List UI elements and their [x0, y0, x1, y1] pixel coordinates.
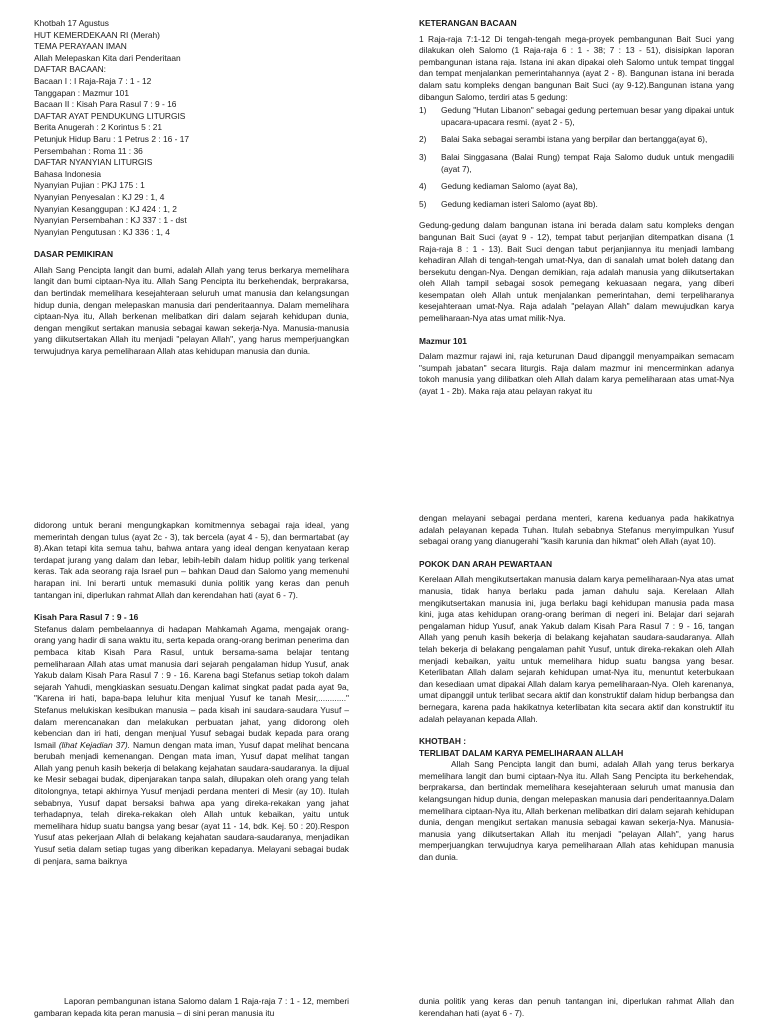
info-line: Nyanyian Penyesalan : KJ 29 : 1, 4	[34, 191, 165, 202]
list-item: 3) Balai Singgasana (Balai Rung) tempat Raja Salomo duduk untuk mengadili (ayat 7),	[419, 151, 734, 174]
info-line: Bacaan I : I Raja-Raja 7 : 1 - 12	[34, 75, 152, 86]
section-heading-dasar: DASAR PEMIKIRAN	[34, 249, 114, 260]
khotbah-title: TERLIBAT DALAM KARYA PEMELIHARAAN ALLAH	[419, 747, 624, 758]
info-line: Bacaan II : Kisah Para Rasul 7 : 9 - 16	[34, 99, 177, 110]
section-heading-kisah: Kisah Para Rasul 7 : 9 - 16	[34, 612, 139, 623]
info-line: DAFTAR BACAAN:	[34, 64, 106, 75]
info-line: Nyanyian Persembahan : KJ 337 : 1 - dst	[34, 215, 187, 226]
keterangan-paragraph: 1 Raja-raja 7:1-12 Di tengah-tengah mega-proyek pembangunan Bait Suci yang dilakukan oleh Salomo (1 Raja-raja 6 : 1 - 38; 7 : 13 - 51), disisipkan laporan pembangunan istana raja. Istana ini akan dipakai oleh Salomo untuk tempat tinggal dan tempat menjalankan pemerintahannya (ayat 2 - 8). Bangunan istana ini berada dalam satu kompleks dengan bangunan Bait Suci (ay 9-12).Bangunan istana yang dibangun Salomo, terdiri atas 5 gedung:	[419, 33, 734, 102]
section-heading-khotbah: KHOTBAH :	[419, 736, 466, 747]
info-line: DAFTAR AYAT PENDUKUNG LITURGIS	[34, 110, 186, 121]
keterangan-paragraph-2: Gedung-gedung dalam bangunan istana ini berada dalam satu kompleks dengan bangunan Bait Suci (ayat 9 - 12), tempat tabut perjanjian ditempatkan disana (1 Raja-raja 8 : 1 - 13). Bait Suci dengan tabut perjanjiannya itu menjadi lambang kehadiran Allah di tengah-tengah umat-Nya, dan di sanalah umat boleh datang dan bersekutu dengan-Nya. Dengan demikian, raja adalah manusia yang diikutsertakan oleh Allah tampil sebagai sosok pemegang kekuasaan negara, yang diberi kesempatan oleh Allah untuk menjalankan pemerintahan, demi terpeliharanya kesejahteraan umat-Nya. Raja adalah "pelayan Allah" dalam mewujudkan karya pemeliharaan-Nya atas umat milik-Nya.	[419, 220, 734, 324]
continuation-paragraph: didorong untuk berani mengungkapkan komitmennya sebagai raja ideal, yang memerintah dengan tulus (ayat 2c - 3), tak bercela (ayat 4 - 5), dan bermartabat (ay 8).Akan tetapi kita semua tahu, bahwa antara yang ideal dengan kenyataan kerap terdapat jurang yang dalam dan lebar, lebih-lebih dalam hidup politik yang terkenal keras. Tak ada seorang raja Israel pun – bahkan Daud dan Salomo yang memenuhi harapan ini. Ini berarti untuk memasuki dunia politik yang keras dan penuh tantangan ini, diperlukan rahmat Allah dan kerendahan hati (ayat 6 - 7).	[34, 520, 349, 600]
info-line: Bahasa Indonesia	[34, 168, 102, 179]
col1-top	[34, 18, 349, 358]
continuation-paragraph: dengan melayani sebagai perdana menteri, karena keduanya pada hakikatnya adalah pelayanan kepada Tuhan. Itulah sebabnya Stefanus menyimpulkan Yusuf sebagai orang yang dianugerahi "kasih karunia dan hikmat" oleh Allah (ayat 10).	[419, 513, 734, 547]
col2-mid	[419, 513, 734, 864]
section-heading-keterangan: KETERANGAN BACAAN	[419, 18, 517, 28]
list-item: 5) Gedung kediaman isteri Salomo (ayat 8b).	[419, 198, 598, 209]
info-line: Nyanyian Kesanggupan : KJ 424 : 1, 2	[34, 203, 177, 214]
pokok-paragraph: Kerelaan Allah mengikutsertakan manusia dalam karya pemeliharaan-Nya atas umat manusia, tidak hanya berlaku pada jaman dahulu saja. Kerelaan Allah mengikutsertakan manusia ini, juga berlaku bagi kehidupan manusia pada masa kini, juga atas kehidupan orang-orang beriman di negeri ini. Belajar dari sejarah pengalaman hidup Yusuf, anak Yakub dalam Kisah Para Rasul 7 : 9 - 16, tangan Allah yang penuh kasih bekerja di belakang kejahatan saudara-saudaranya. Allah telah bekerja di belakang pengalaman pahit Yusuf, untuk direka-rekakan oleh Allah menjadi kebaikan, yaitu untuk memelihara hidup suatu bangsa yang besar. Keterlibatan Allah dalam sejarah kehidupan umat-Nya itu, menuntut keterbukaan dan kesediaan umat dipakai Allah dalam karya pemeliharaan-Nya. Oleh karenanya, umat dipanggil untuk terlibat secara aktif dan konstruktif dalam hidup berbangsa dan bernegara, karena pada hakikatnya keterlibatan kita secara aktif dan konstruktif itu adalah pelayanan kepada Allah.	[419, 574, 734, 724]
bottom-paragraph: dunia politik yang keras dan penuh tantangan ini, diperlukan rahmat Allah dan kerendahan hati (ayat 6 - 7).	[419, 996, 734, 1018]
info-line: Berita Anugerah : 2 Korintus 5 : 21	[34, 122, 163, 133]
info-line: Nyanyian Pengutusan : KJ 336 : 1, 4	[34, 226, 170, 237]
info-line: Khotbah 17 Agustus	[34, 18, 109, 28]
info-line: HUT KEMERDEKAAN RI (Merah)	[34, 29, 160, 40]
info-line: Petunjuk Hidup Baru : 1 Petrus 2 : 16 - 17	[34, 133, 190, 144]
info-line: TEMA PERAYAAN IMAN	[34, 41, 127, 52]
info-line: Nyanyian Pujian : PKJ 175 : 1	[34, 180, 145, 191]
list-item: 1) Gedung "Hutan Libanon" sebagai gedung pertemuan besar yang dipakai untuk upacara-upacara resmi. (ayat 2 - 5),	[419, 105, 734, 127]
gedung-list	[419, 105, 734, 210]
info-line: DAFTAR NYANYIAN LITURGIS	[34, 157, 153, 168]
bottom-paragraph: Laporan pembangunan istana Salomo dalam 1 Raja-raja 7 : 1 - 12, memberi gambaran kepada kita peran manusia – di sini peran manusia itu	[34, 996, 349, 1018]
info-line: Allah Melepaskan Kita dari Penderitaan	[34, 52, 181, 63]
sermon-info	[34, 18, 349, 238]
kisah-paragraph: Stefanus dalam pembelaannya di hadapan Mahkamah Agama, mengajak orang-orang yang hadir di sana waktu itu, serta kepada orang-orang beriman penerima dan pembaca kitab Kisah Para Rasul, untuk bersama-sama belajar tentang pemeliharaan Allah atas umat manusia dari sejarah pengalaman hidup Yusuf, anak Yakub dalam Kisah Para Rasul 7 : 9 - 16. Karena bagi Stefanus setiap tokoh dalam sejarah Yahudi, mengkiaskan sesuatu.Dengan kalimat singkat padat pada ayat 9a, "Karena iri hati, bapa-bapa leluhur kita menjual Yusuf ke tanah Mesir,............" Stefanus melukiskan kesibukan manusia – pada kisah ini saudara-saudara Yusuf – dalam merencanakan dan melakukan perbuatan jahat, yang didorong oleh kebencian dan iri hati, dengan menjual Yusuf sebagai budak kepada para orang Ismail (lihat Kejadian 37). Namun dengan mata iman, Yusuf dapat melihat bencana berubah menjadi kemenangan. Dengan mata iman, Yusuf dapat melihat tangan Allah yang penuh kasih bekerja di belakang kejahatan saudara-saudaranya. Ia dijual ke Mesir sebagai budak, dipenjarakan tanpa salah, dilupakan oleh orang yang telah ditolongnya, tetapi akhirnya Yusuf menjadi perdana menteri di Mesir (ay 10). Itulah sebabnya, Yusuf dapat bersaksi bahwa apa yang direka-rekakan yang jahat terhadapnya, telah direka-rekakan oleh Allah untuk kebaikan, yaitu untuk memelihara hidup suatu bangsa yang besar (ayat 11 - 14, bdk. Kej. 50 : 20).Respon Yusuf atas pekerjaan Allah di belakang kejahatan saudara-saudaranya, menjadikan Yusuf setia dalam setiap tugas yang diberikan kepadanya. Melayani sebagai budak di penjara, sama baiknya	[34, 623, 349, 866]
dasar-paragraph: Allah Sang Pencipta langit dan bumi, adalah Allah yang terus berkarya memelihara langit dan bumi ciptaan-Nya itu. Allah Sang Pencipta itu berkehendak, berprakarsa, dan bertindak memelihara kesejahteraan seluruh umat manusia dan kelangsungan hidup dunia, dengan melepaskan manusia dari penderitaannya. Dalam memelihara ciptaan-Nya itu, Allah berkenan melibatkan diri dalam sejarah kehidupan dunia, dengan mengikut sertakan manusia sebagai kawan sekerja-Nya. Manusia-manusia yang diikutsertakan Allah itu menjadi "pelayan Allah", yang harus memperjuangkan terwujudnya karya pemeliharaan Allah atas kehidupan manusia dan dunia.	[34, 264, 349, 357]
section-heading-pokok: POKOK DAN ARAH PEWARTAAN	[419, 558, 553, 569]
info-line: Persembahan : Roma 11 : 36	[34, 145, 143, 156]
list-item: 2) Balai Saka sebagai serambi istana yang berpilar dan bertangga(ayat 6),	[419, 134, 708, 145]
col1-bottom	[34, 996, 349, 1019]
section-heading-mazmur: Mazmur 101	[419, 335, 467, 346]
info-line: Tanggapan : Mazmur 101	[34, 87, 129, 98]
col1-mid	[34, 520, 349, 867]
col2-bottom	[419, 996, 734, 1019]
col2-top	[419, 18, 734, 398]
list-item: 4) Gedung kediaman Salomo (ayat 8a),	[419, 181, 578, 192]
khotbah-paragraph: Allah Sang Pencipta langit dan bumi, adalah Allah yang terus berkarya memelihara langit dan bumi ciptaan-Nya itu. Allah Sang Pencipta itu berkehendak, berprakarsa, dan bertindak memelihara kesejahteraan seluruh umat manusia dan kelangsungan hidup dunia, dengan melepaskan manusia dari penderitaannya.Dalam memelihara ciptaan-Nya itu, Allah berkenan melibatkan diri dalam sejarah kehidupan dunia, dengan mengikut sertakan manusia sebagai kawan sekerja-Nya. Manusia-manusia yang diikutsertakan Allah itu menjadi "pelayan Allah", yang harus memperjuangkan terwujudnya karya pemeliharaan Allah atas kehidupan manusia dan dunia.	[419, 759, 734, 863]
mazmur-paragraph: Dalam mazmur rajawi ini, raja keturunan Daud dipanggil menyampaikan semacam "sumpah jabatan" secara liturgis. Raja dalam mazmur ini mencerminkan adanya tokoh manusia yang dilibatkan oleh Allah dalam karya pemeliharaan atas umat-Nya (ayat 1 - 2b). Maka raja atau pelayan rakyat itu	[419, 351, 734, 397]
